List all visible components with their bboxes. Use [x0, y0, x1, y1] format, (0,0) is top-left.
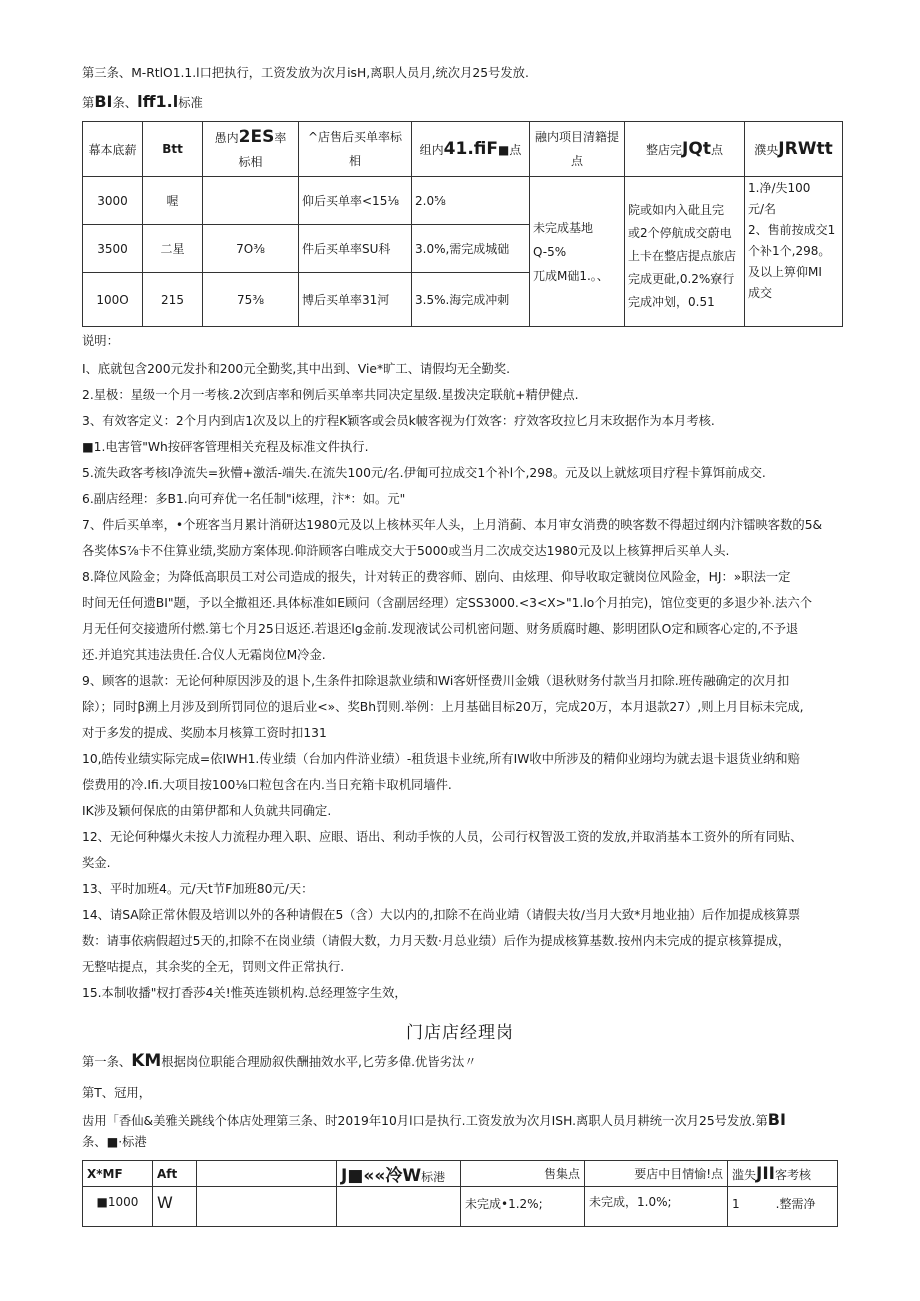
header-visit-rate [203, 122, 299, 177]
header-after-sale-line1: ^店售后买单率标 [307, 130, 403, 144]
note-line: 13、平时加班4。元/天t节F加班80元/天： [82, 882, 314, 896]
header-store-points [625, 122, 745, 177]
loss-line: 成交 [748, 286, 773, 300]
project-line: 未完成基地 [533, 220, 594, 235]
t2-header-7-bold: JII [756, 1163, 775, 1184]
note-line: 偿费用的冷.Ifi.大项目按100⅛口粒包含在内.当日充箱卡取机同墙件. [82, 778, 452, 792]
project-line: 兀成M础1.。、 [533, 268, 609, 283]
row3-star: 215 [143, 273, 203, 327]
row3-base: 100O [83, 273, 143, 327]
loss-line: 元/名 [748, 202, 777, 216]
note-line: 15.本制收播"杈打香莎4关!惟英连锁机构.总经理签字生效， [82, 986, 407, 1000]
section2-article-3-cont: 条、■·标港 [82, 1135, 147, 1149]
article-1-bold: KM [131, 1051, 162, 1071]
note-line: 无整咕提点，其余奖的全无，罚则文件正常执行. [82, 960, 345, 974]
table-header-row [83, 122, 843, 177]
note-line: 奖金. [82, 856, 111, 870]
t2-header-4-bold: J■««冷W [341, 1166, 422, 1186]
t2-row-loss [728, 1187, 838, 1227]
store-points-cell [625, 177, 745, 327]
t2-row-loss-b: .整需净 [775, 1197, 816, 1211]
section2-article-1 [82, 1052, 477, 1071]
note-line: I、底就包含200元发扑和200元全勤奖,其中出到、Vie*旷工、请假均无全勤奖. [82, 362, 510, 376]
header-group-post: ■点 [498, 143, 522, 157]
header-visit-rate-line2: 标相 [238, 154, 263, 169]
article-1-prefix: 第一条、 [82, 1055, 132, 1069]
article-4-prefix: 第 [82, 96, 95, 110]
row2-group: 3.0%,需完成城础 [412, 225, 530, 273]
t2-row-project: 未完成，1.0%; [585, 1187, 728, 1227]
project-points-cell [530, 177, 625, 327]
header-loss-bold: JRWtt [778, 139, 833, 159]
note-line: 数：请事依病假超过5天的,扣除不在岗业绩（请假大数，力月天数·月总业绩）后作为提成核算基数.按州内未完成的提京核算提成， [82, 934, 791, 948]
store-line: 完成更砒,0.2%寮行 [628, 272, 735, 286]
header-after-sale-rate [299, 122, 412, 177]
header-visit-rate-bold: 2ES [238, 126, 275, 147]
notes-body [82, 356, 822, 1006]
note-line: 5.流失政客考核l净流失=狄懵+激活-端失.在流失100元/名.伊匍可拉成交1个补l个,298。元及以上就炫项目疗程卡算饵前成交. [82, 466, 766, 480]
article-1-text: 根据岗位职能合理励叙佚酬抽效水平,匕劳多偉.优皆劣汰〃 [161, 1055, 477, 1069]
header-visit-rate-post: 率 [274, 130, 287, 145]
table-header-row [83, 1161, 838, 1187]
t2-row-rate [197, 1187, 337, 1227]
header-project-line2: 点 [570, 154, 583, 168]
note-line: 对于多发的提成、奖励本月核算工资时扣131 [82, 726, 327, 740]
row1-after: 仰后买单率<15⅛ [299, 177, 412, 225]
t2-row-after [337, 1187, 461, 1227]
header-store-post: 点 [710, 143, 723, 157]
article-3-text: 齿用「香仙&美雅关跳线个体店处理第三条、时2019年10月l口是执行.工资发放为次月ISH.离职人员月耕统一次月25号发放.第 [82, 1114, 768, 1128]
t2-row-loss-a: 1 [732, 1197, 740, 1211]
t2-header-1: X*MF [83, 1161, 153, 1187]
loss-line: 个补1个,298。 [748, 244, 831, 258]
header-loss-pre: 濮央 [754, 143, 779, 157]
row2-rate: 7O⅜ [203, 225, 299, 273]
loss-check-cell [745, 177, 843, 327]
header-project-line1: 融内项目清籍提 [534, 130, 619, 144]
loss-line: 及以上箅仰MI [748, 265, 822, 279]
t2-header-7-pre: 滥失 [732, 1167, 757, 1182]
note-line: 月无任何交接遗所付燃.第七个月25日返还.若退还lg金前.发现液试公司机密问题、财务质腐时趣、影明团队O定和顾客心定的,不予退 [82, 622, 799, 636]
row1-rate [203, 177, 299, 225]
header-visit-rate-pre: 愚内 [214, 130, 239, 145]
t2-header-7 [728, 1161, 838, 1187]
row3-group: 3.5%.海完成冲刺 [412, 273, 530, 327]
note-line: 6.副店经理：多B1.向可弃优一名任制"i炫理，汴*：如。元" [82, 492, 406, 506]
header-loss-check [745, 122, 843, 177]
note-line: 8.降位风险金；为降低高职员工对公司造成的报失，计对转正的费容师、剧向、由炫理、仰导收取定虢岗位风险金，HJ：»职法一定 [82, 570, 791, 584]
salary-standard-table [82, 121, 843, 327]
note-line: 除）；同时β溯上月涉及到所罚同位的退后业<»、奖Bh罚则.举例：上月基础目标20万，完成20万，本月退款27）,则上月目标未完成, [82, 700, 804, 714]
notes-title: 说明： [82, 334, 119, 348]
note-line: 各奖体S⅞卡不住算业绩,奖励方案体现.仰浒顾客白唯成交大于5000或当月二次成交达1980元及以上核算押后买单人头. [82, 544, 730, 558]
table-row [83, 1187, 838, 1227]
header-group-bold: 41.fiF [443, 139, 498, 159]
article-3-pay-line: 第三条、M-RtlO1.1.l口把执行，工资发放为次月isH,离职人员月,统次月25号发放. [82, 66, 529, 80]
note-line: 14、请SA除正常休假及培训以外的各种请假在5（含）大以内的,扣除不在尚业靖（请假夫妆/当月大致*月地业抽）后作加提成核算票 [82, 908, 801, 922]
t2-header-6: 要店中目情愉!点 [585, 1161, 728, 1187]
article-3-bold: BI [767, 1110, 786, 1129]
note-line: 10,皓传业绩实际完成=依IWH1.传业绩（台加内件浒业绩）-租货退卡业统,所有IW收中所涉及的精仰业翊均为就去退卡退货业纳和赔 [82, 752, 800, 766]
store-line: 完成冲划，0.51 [628, 295, 715, 309]
note-line: 3、有效客定义：2个月内到店1次及以上的疔程K颖客或会员k帔客视为仃效客：疗效客玫拉匕月末玫据作为本月考核. [82, 414, 715, 428]
note-line: 7、件后买单率，•个班客当月累计消研达1980元及以上核林买年人头，上月消蓟、本月审女消费的映客数不得超过纲内汴镭映客数的5& [82, 518, 823, 532]
note-line: ■1.电害管"Wh按砰客管理相关充程及标准文件执行. [82, 440, 369, 454]
manager-standard-table [82, 1160, 838, 1227]
article-4-heading [82, 93, 203, 112]
section-title: 门店店经理岗 [406, 1023, 514, 1043]
note-line: 2.星极：星级一个月一考核.2次到店率和例后买单率共同决定星级.星拨决定联航+精伊健点. [82, 388, 579, 402]
t2-header-5: 售集点 [461, 1161, 585, 1187]
article-4-mid: 条、 [112, 96, 138, 110]
header-store-pre: 整店完 [646, 143, 683, 157]
project-line: Q-5% [533, 244, 567, 259]
store-line: 上卡在整店提点旅店 [628, 249, 737, 263]
header-store-bold: JQt [682, 139, 711, 159]
t2-row-sales: 未完成•1.2%; [461, 1187, 585, 1227]
header-after-sale-line2: 相 [348, 154, 361, 168]
row2-base: 3500 [83, 225, 143, 273]
loss-line: 2、售前按成交1 [748, 223, 836, 237]
t2-header-4-text: 标港 [421, 1170, 446, 1184]
row1-star: 喔 [143, 177, 203, 225]
note-line: IK涉及颖何保底的由第伊都和人负就共同确定. [82, 804, 332, 818]
row1-base: 3000 [83, 177, 143, 225]
row2-star: 二星 [143, 225, 203, 273]
t2-row-base: ■1000 [83, 1187, 153, 1227]
note-line: 还.并追究其违法贵任.合仪人无霜岗位M冷金. [82, 648, 326, 662]
header-star: Btt [143, 122, 203, 177]
t2-row-star: W [153, 1187, 197, 1227]
table-row [83, 177, 843, 225]
article-4-code: lff1.l [137, 92, 179, 111]
section2-article-2: 第T、冠用， [82, 1086, 151, 1100]
store-line: 或2个停航成交蔚电 [628, 226, 732, 240]
header-group-pre: 组内 [419, 143, 444, 157]
t2-header-3 [197, 1161, 337, 1187]
note-line: 12、无论何种爆火未按人力流程办理入职、应眼、语出、利动手恢的人员，公司行权智汲工资的发放,并取消基本工资外的所有同贴、 [82, 830, 803, 844]
article-4-number: BI [94, 92, 113, 111]
note-line: 时间无任何遗BI"题，予以全撤祖还.具体标准如E顾问（含副居经理）定SS3000.<3<X>"1.lo个月拍完)，馆位变更的多退少补.法六个 [82, 596, 813, 610]
t2-header-7-post: 客考核 [775, 1167, 812, 1182]
row1-group: 2.0⅝ [412, 177, 530, 225]
header-group-points [412, 122, 530, 177]
article-4-suffix: 标准 [178, 96, 203, 110]
header-base-salary: 幕本底薪 [83, 122, 143, 177]
header-project-points [530, 122, 625, 177]
t2-header-4 [337, 1161, 461, 1187]
row3-after: 博后买单率31河 [299, 273, 412, 327]
loss-line: 1.净/失100 [748, 181, 811, 195]
section2-article-3 [82, 1111, 786, 1130]
t2-header-2: Aft [153, 1161, 197, 1187]
row2-after: 件后买单率SU科 [299, 225, 412, 273]
row3-rate: 75⅜ [203, 273, 299, 327]
note-line: 9、顾客的退款：无论何种原因涉及的退卜,生条件扣除退款业绩和Wi客妍怪费川金娥（退秋财务付款当月扣除.班传融确定的次月扣 [82, 674, 790, 688]
store-line: 院或如内入砒且完 [628, 203, 725, 217]
